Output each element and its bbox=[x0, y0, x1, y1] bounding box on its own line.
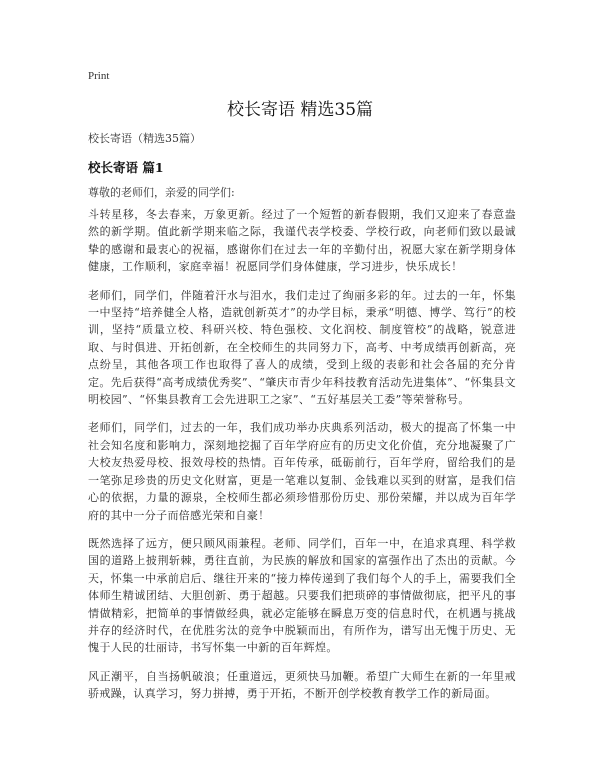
article-body bbox=[88, 206, 516, 714]
section-heading: 校长寄语 篇1 bbox=[88, 160, 164, 175]
greeting: 尊敬的老师们，亲爱的同学们: bbox=[88, 186, 235, 199]
page-title: 校长寄语 精选35篇 bbox=[226, 100, 374, 120]
print-link[interactable]: Print bbox=[88, 70, 110, 82]
paragraph: 斗转星移，冬去春来，万象更新。经过了一个短暂的新春假期，我们又迎来了春意盎然的新学期。值此新学期来临之际，我谨代表学校委、学校行政，向老师们致以最诚挚的感谢和最衷心的祝福，感谢你们在过去一年的辛勤付出，祝愿大家在新学期身体健康，工作顺利，家庭幸福！祝愿同学们身体健康，学习进步，快乐成长！ bbox=[88, 208, 516, 274]
paragraph: 老师们，同学们，伴随着汗水与泪水，我们走过了绚丽多彩的年。过去的一年，怀集一中坚持“培养健全人格，造就创新英才”的办学目标，秉承“明德、博学、笃行”的校训，坚持“质量立校、科研兴校、特色强校、文化润校、制度管校”的战略，锐意进取、与时俱进、开拓创新，在全校师生的共同努力下，高考、中考成绩再创新高，亮点纷呈，其他各项工作也取得了喜人的成绩，受到上级的表彰和社会各届的充分肯定。先后获得“高考成绩优秀奖”、“肇庆市青少年科技教育活动先进集体”、“怀集县文明校园”、“怀集县教育工会先进职工之家”、“五好基层关工委”等荣誉称号。 bbox=[88, 288, 516, 407]
paragraph: 老师们，同学们，过去的一年，我们成功举办庆典系列活动，极大的提高了怀集一中社会知名度和影响力，深刻地挖掘了百年学府应有的历史文化价值，充分地凝聚了广大校友热爱母校、报效母校的热情。百年传承，砥砺前行，百年学府，留给我们的是一笔弥足珍贵的历史文化财富，更是一笔难以复制、金钱难以买到的财富，是我们信心的依据，力量的源泉，全校师生都必须珍惜那份历史、那份荣耀，并以成为百年学府的其中一分子而倍感光荣和自豪！ bbox=[88, 421, 516, 522]
paragraph: 既然选择了远方，便只顾风雨兼程。老师、同学们，百年一中，在追求真理、科学救国的道路上披荆斩棘，勇往直前，为民族的解放和国家的富强作出了杰出的贡献。今天，怀集一中承前启后、继往开来的“接力棒传递到了我们每个人的手上，需要我们全体师生精诚团结、大胆创新、勇于超越。只要我们把琐碎的事情做彻底，把平凡的事情做精彩，把简单的事情做经典，就必定能够在瞬息万变的信息时代，在机遇与挑战并存的经济时代，在优胜劣汰的竞争中脱颖而出，有所作为，谱写出无愧于历史、无愧于人民的壮丽诗，书写怀集一中新的百年辉煌。 bbox=[88, 536, 516, 655]
page-subtitle: 校长寄语（精选35篇） bbox=[88, 132, 201, 145]
paragraph: 风正潮平，自当扬帆破浪；任重道远，更须快马加鞭。希望广大师生在新的一年里戒骄戒躁，认真学习，努力拼搏，勇于开拓，不断开创学校教育教学工作的新局面。 bbox=[88, 669, 516, 701]
